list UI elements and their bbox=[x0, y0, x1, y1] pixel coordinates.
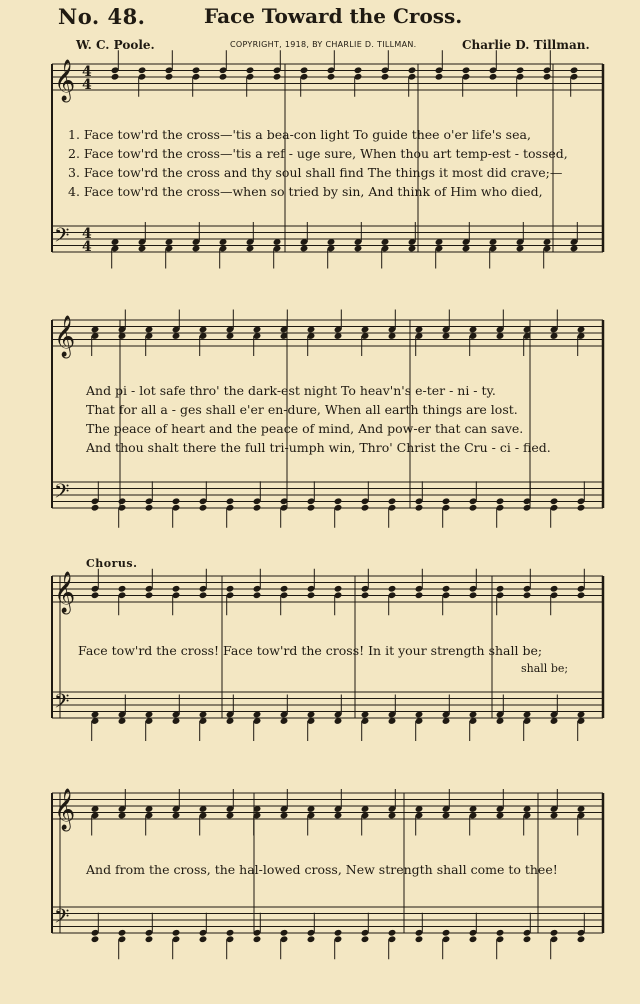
note-head bbox=[388, 585, 397, 593]
note-head bbox=[165, 73, 174, 81]
note-head bbox=[118, 497, 127, 505]
chorus-line-2: And from the cross, the hal-lowed cross, New strength shall come to thee! bbox=[86, 862, 558, 877]
note-head bbox=[415, 935, 424, 943]
note-head bbox=[442, 585, 451, 593]
note-head bbox=[496, 585, 505, 593]
note-head bbox=[300, 66, 309, 74]
note-head bbox=[145, 591, 154, 599]
note-head bbox=[307, 935, 316, 943]
note-head bbox=[408, 66, 417, 74]
note-head bbox=[253, 935, 262, 943]
note-head bbox=[199, 591, 208, 599]
time-signature-bottom: 4 bbox=[82, 77, 92, 93]
note-head bbox=[415, 591, 424, 599]
note-head bbox=[415, 504, 424, 512]
note-head bbox=[516, 66, 525, 74]
note-head bbox=[523, 591, 532, 599]
verse-2-line-2: That for all a - ges shall e'er en-dure, When all earth things are lost. bbox=[86, 402, 518, 417]
note-head bbox=[219, 73, 228, 81]
note-head bbox=[280, 585, 289, 593]
note-head bbox=[469, 935, 478, 943]
note-head bbox=[253, 504, 262, 512]
note-head bbox=[361, 935, 370, 943]
note-head bbox=[543, 73, 552, 81]
verse-1-line-2: And pi - lot safe thro' the dark-est night To heav'n's e-ter - ni - ty. bbox=[86, 383, 496, 398]
note-head bbox=[577, 504, 586, 512]
treble-clef: 𝄞 bbox=[54, 572, 76, 613]
note-head bbox=[138, 66, 147, 74]
note-head bbox=[388, 497, 397, 505]
note-head bbox=[118, 929, 127, 937]
chorus-echo: shall be; bbox=[521, 662, 569, 675]
verse-4-line-2: And thou shalt there the full tri-umph win, Thro' Christ the Cru - ci - fied. bbox=[86, 440, 551, 455]
note-head bbox=[226, 585, 235, 593]
note-head bbox=[273, 73, 282, 81]
note-head bbox=[442, 929, 451, 937]
note-head bbox=[327, 73, 336, 81]
note-head bbox=[354, 66, 363, 74]
treble-clef: 𝄞 bbox=[54, 316, 76, 357]
note-head bbox=[118, 585, 127, 593]
treble-clef: 𝄞 bbox=[54, 789, 76, 830]
note-head bbox=[550, 497, 559, 505]
note-head bbox=[577, 935, 586, 943]
note-head bbox=[496, 497, 505, 505]
note-head bbox=[462, 66, 471, 74]
note-head bbox=[361, 504, 370, 512]
note-head bbox=[570, 66, 579, 74]
note-head bbox=[91, 591, 100, 599]
hymn-number: No. 48. bbox=[58, 4, 146, 29]
bass-clef: 𝄢 bbox=[54, 223, 70, 252]
note-head bbox=[111, 73, 120, 81]
note-head bbox=[496, 929, 505, 937]
time-signature-top: 4 bbox=[82, 64, 92, 80]
note-head bbox=[489, 73, 498, 81]
copyright-notice: COPYRIGHT, 1918, BY CHARLIE D. TILLMAN. bbox=[230, 40, 417, 49]
treble-clef: 𝄞 bbox=[54, 60, 76, 101]
note-head bbox=[550, 929, 559, 937]
time-signature-top: 4 bbox=[82, 226, 92, 242]
note-head bbox=[280, 929, 289, 937]
hymn-title: Face Toward the Cross. bbox=[204, 4, 463, 28]
note-head bbox=[361, 591, 370, 599]
note-head bbox=[334, 585, 343, 593]
time-signature-bottom: 4 bbox=[82, 239, 92, 255]
note-head bbox=[91, 504, 100, 512]
note-head bbox=[442, 497, 451, 505]
note-head bbox=[172, 497, 181, 505]
verse-4-line-1: 4. Face tow'rd the cross—when so tried by sin, And think of Him who died, bbox=[68, 184, 543, 199]
note-head bbox=[145, 504, 154, 512]
note-head bbox=[550, 585, 559, 593]
note-head bbox=[199, 504, 208, 512]
hymn-author: W. C. Poole. bbox=[76, 38, 155, 52]
note-head bbox=[199, 935, 208, 943]
note-head bbox=[226, 929, 235, 937]
verse-3-line-2: The peace of heart and the peace of mind, And pow-er that can save. bbox=[86, 421, 524, 436]
chorus-label: Chorus. bbox=[86, 557, 138, 570]
chorus-line-1: Face tow'rd the cross! Face tow'rd the cross! In it your strength shall be; bbox=[78, 643, 543, 658]
hymn-composer: Charlie D. Tillman. bbox=[462, 38, 590, 52]
bass-clef: 𝄢 bbox=[54, 689, 70, 718]
note-head bbox=[469, 504, 478, 512]
bass-clef: 𝄢 bbox=[54, 479, 70, 508]
note-head bbox=[469, 591, 478, 599]
note-head bbox=[577, 591, 586, 599]
note-head bbox=[253, 591, 262, 599]
note-head bbox=[381, 73, 390, 81]
verse-1-line-1: 1. Face tow'rd the cross—'tis a bea-con light To guide thee o'er life's sea, bbox=[68, 127, 531, 142]
note-head bbox=[388, 929, 397, 937]
note-head bbox=[145, 935, 154, 943]
note-head bbox=[172, 929, 181, 937]
note-head bbox=[226, 497, 235, 505]
verse-2-line-1: 2. Face tow'rd the cross—'tis a ref - uge sure, When thou art temp-est - tossed, bbox=[68, 146, 568, 161]
note-head bbox=[192, 66, 201, 74]
note-head bbox=[334, 497, 343, 505]
note-head bbox=[307, 504, 316, 512]
bass-clef: 𝄢 bbox=[54, 904, 70, 933]
note-head bbox=[172, 585, 181, 593]
verse-3-line-1: 3. Face tow'rd the cross and thy soul shall find The things it most did crave;— bbox=[68, 165, 563, 180]
note-head bbox=[307, 591, 316, 599]
note-head bbox=[246, 66, 255, 74]
note-head bbox=[334, 929, 343, 937]
note-head bbox=[523, 935, 532, 943]
note-head bbox=[435, 73, 444, 81]
note-head bbox=[91, 935, 100, 943]
